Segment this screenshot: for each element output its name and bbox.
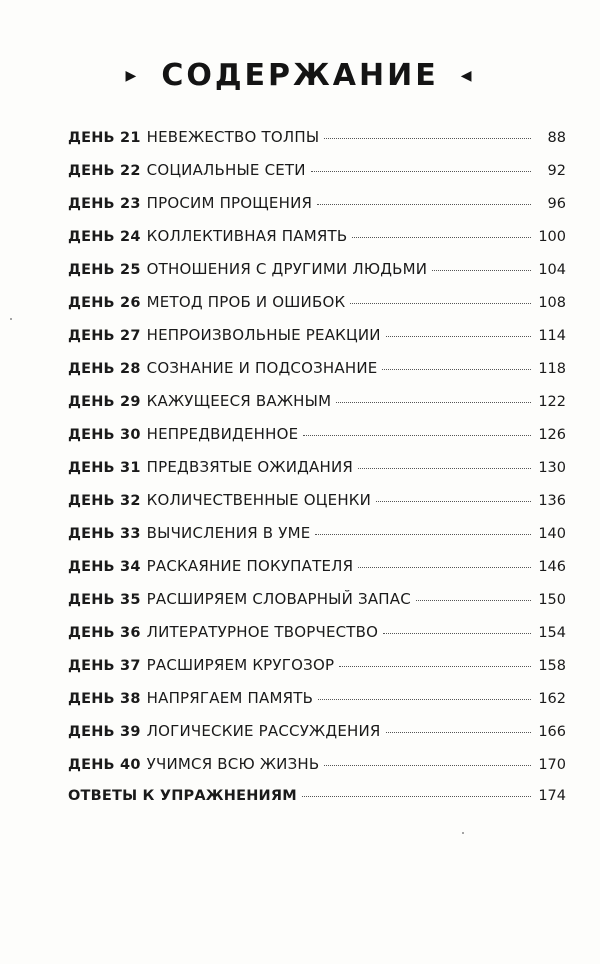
- toc-entry-day-30[interactable]: [68, 425, 566, 458]
- dot-leader: [358, 468, 531, 469]
- toc-page-number: 88: [547, 130, 566, 146]
- dot-leader: [336, 402, 531, 403]
- toc-chapter-title: ПРОСИМ ПРОЩЕНИЯ: [146, 194, 313, 212]
- dot-leader: [303, 435, 531, 436]
- toc-day-label: ДЕНЬ 31: [68, 460, 141, 476]
- contents-title: СОДЕРЖАНИЕ: [161, 58, 439, 93]
- toc-chapter-title: ЛИТЕРАТУРНОЕ ТВОРЧЕСТВО: [146, 623, 379, 641]
- dot-leader: [376, 501, 531, 502]
- left-triangle-icon: ◀: [460, 68, 475, 84]
- dot-leader: [383, 633, 531, 634]
- toc-day-label: ДЕНЬ 21: [68, 130, 141, 146]
- toc-entry-day-26[interactable]: [68, 293, 566, 326]
- dot-leader: [350, 303, 531, 304]
- toc-entry-day-23[interactable]: [68, 194, 566, 227]
- contents-heading: [0, 58, 600, 94]
- toc-page-number: 158: [538, 658, 566, 674]
- toc-page-number: 140: [538, 526, 566, 542]
- toc-chapter-title: РАСКАЯНИЕ ПОКУПАТЕЛЯ: [146, 557, 354, 575]
- toc-entry-day-32[interactable]: [68, 491, 566, 524]
- toc-entry-day-36[interactable]: [68, 623, 566, 656]
- toc-chapter-title: НЕПРОИЗВОЛЬНЫЕ РЕАКЦИИ: [146, 326, 381, 344]
- dot-leader: [318, 699, 531, 700]
- paper-speck: [462, 832, 464, 834]
- toc-day-label: ДЕНЬ 35: [68, 592, 141, 608]
- toc-chapter-title: НАПРЯГАЕМ ПАМЯТЬ: [146, 689, 314, 707]
- toc-day-label: ДЕНЬ 25: [68, 262, 141, 278]
- toc-day-label: ДЕНЬ 34: [68, 559, 141, 575]
- toc-chapter-title: УЧИМСЯ ВСЮ ЖИЗНЬ: [146, 755, 320, 773]
- toc-day-label: ДЕНЬ 26: [68, 295, 141, 311]
- toc-chapter-title: РАСШИРЯЕМ СЛОВАРНЫЙ ЗАПАС: [146, 590, 411, 608]
- toc-day-label: ДЕНЬ 24: [68, 229, 141, 245]
- dot-leader: [324, 138, 531, 139]
- toc-entry-day-27[interactable]: [68, 326, 566, 359]
- toc-entry-day-25[interactable]: [68, 260, 566, 293]
- toc-page-number: 174: [538, 788, 566, 804]
- toc-page-number: 108: [538, 295, 566, 311]
- toc-entry-day-33[interactable]: [68, 524, 566, 557]
- toc-entry-day-24[interactable]: [68, 227, 566, 260]
- toc-chapter-title: НЕПРЕДВИДЕННОЕ: [146, 425, 299, 443]
- dot-leader: [382, 369, 531, 370]
- toc-entry-day-35[interactable]: [68, 590, 566, 623]
- dot-leader: [339, 666, 531, 667]
- toc-entry-day-28[interactable]: [68, 359, 566, 392]
- toc-page-number: 146: [538, 559, 566, 575]
- toc-chapter-title: СОЦИАЛЬНЫЕ СЕТИ: [146, 161, 306, 179]
- toc-page-number: 162: [538, 691, 566, 707]
- right-triangle-icon: ▶: [125, 68, 140, 84]
- toc-page-number: 126: [538, 427, 566, 443]
- toc-chapter-title: СОЗНАНИЕ И ПОДСОЗНАНИЕ: [146, 359, 378, 377]
- toc-page-number: 170: [538, 757, 566, 773]
- toc-page-number: 114: [538, 328, 566, 344]
- toc-chapter-title: МЕТОД ПРОБ И ОШИБОК: [146, 293, 346, 311]
- table-of-contents: [68, 128, 566, 821]
- toc-page-number: 150: [538, 592, 566, 608]
- toc-chapter-title: ЛОГИЧЕСКИЕ РАССУЖДЕНИЯ: [146, 722, 381, 740]
- toc-chapter-title: ВЫЧИСЛЕНИЯ В УМЕ: [146, 524, 311, 542]
- toc-entry-answers[interactable]: [68, 788, 566, 821]
- toc-chapter-title: КОЛИЧЕСТВЕННЫЕ ОЦЕНКИ: [146, 491, 372, 509]
- toc-day-label: ДЕНЬ 33: [68, 526, 141, 542]
- dot-leader: [432, 270, 531, 271]
- toc-day-label: ДЕНЬ 39: [68, 724, 141, 740]
- toc-page-number: 96: [547, 196, 566, 212]
- toc-day-label: ДЕНЬ 38: [68, 691, 141, 707]
- toc-entry-day-22[interactable]: [68, 161, 566, 194]
- toc-chapter-title: НЕВЕЖЕСТВО ТОЛПЫ: [146, 128, 320, 146]
- toc-day-label: ДЕНЬ 40: [68, 757, 141, 773]
- toc-page-number: 92: [547, 163, 566, 179]
- dot-leader: [302, 796, 531, 797]
- toc-page-number: 104: [538, 262, 566, 278]
- toc-entry-day-21[interactable]: [68, 128, 566, 161]
- toc-chapter-title: РАСШИРЯЕМ КРУГОЗОР: [146, 656, 335, 674]
- toc-page-number: 118: [538, 361, 566, 377]
- toc-chapter-title: КАЖУЩЕЕСЯ ВАЖНЫМ: [146, 392, 332, 410]
- dot-leader: [352, 237, 531, 238]
- dot-leader: [324, 765, 531, 766]
- dot-leader: [315, 534, 531, 535]
- toc-entry-day-38[interactable]: [68, 689, 566, 722]
- toc-entry-day-29[interactable]: [68, 392, 566, 425]
- dot-leader: [311, 171, 531, 172]
- toc-entry-day-31[interactable]: [68, 458, 566, 491]
- toc-entry-day-37[interactable]: [68, 656, 566, 689]
- toc-chapter-title: КОЛЛЕКТИВНАЯ ПАМЯТЬ: [146, 227, 348, 245]
- toc-day-label: ДЕНЬ 23: [68, 196, 141, 212]
- toc-day-label: ДЕНЬ 32: [68, 493, 141, 509]
- toc-day-label: ДЕНЬ 29: [68, 394, 141, 410]
- toc-day-label: ДЕНЬ 28: [68, 361, 141, 377]
- toc-chapter-title: ПРЕДВЗЯТЫЕ ОЖИДАНИЯ: [146, 458, 354, 476]
- toc-day-label: ДЕНЬ 37: [68, 658, 141, 674]
- toc-entry-day-40[interactable]: [68, 755, 566, 788]
- toc-entry-day-39[interactable]: [68, 722, 566, 755]
- toc-day-label: ДЕНЬ 22: [68, 163, 141, 179]
- toc-page-number: 136: [538, 493, 566, 509]
- paper-speck: [10, 318, 12, 320]
- toc-day-label: ДЕНЬ 30: [68, 427, 141, 443]
- toc-chapter-title: ОТВЕТЫ К УПРАЖНЕНИЯМ: [68, 788, 297, 804]
- toc-page-number: 100: [538, 229, 566, 245]
- toc-entry-day-34[interactable]: [68, 557, 566, 590]
- toc-chapter-title: ОТНОШЕНИЯ С ДРУГИМИ ЛЮДЬМИ: [146, 260, 428, 278]
- toc-page-number: 154: [538, 625, 566, 641]
- toc-page-number: 130: [538, 460, 566, 476]
- dot-leader: [358, 567, 531, 568]
- dot-leader: [317, 204, 531, 205]
- toc-day-label: ДЕНЬ 27: [68, 328, 141, 344]
- dot-leader: [416, 600, 531, 601]
- toc-page-number: 122: [538, 394, 566, 410]
- dot-leader: [386, 732, 531, 733]
- dot-leader: [386, 336, 531, 337]
- toc-page-number: 166: [538, 724, 566, 740]
- toc-day-label: ДЕНЬ 36: [68, 625, 141, 641]
